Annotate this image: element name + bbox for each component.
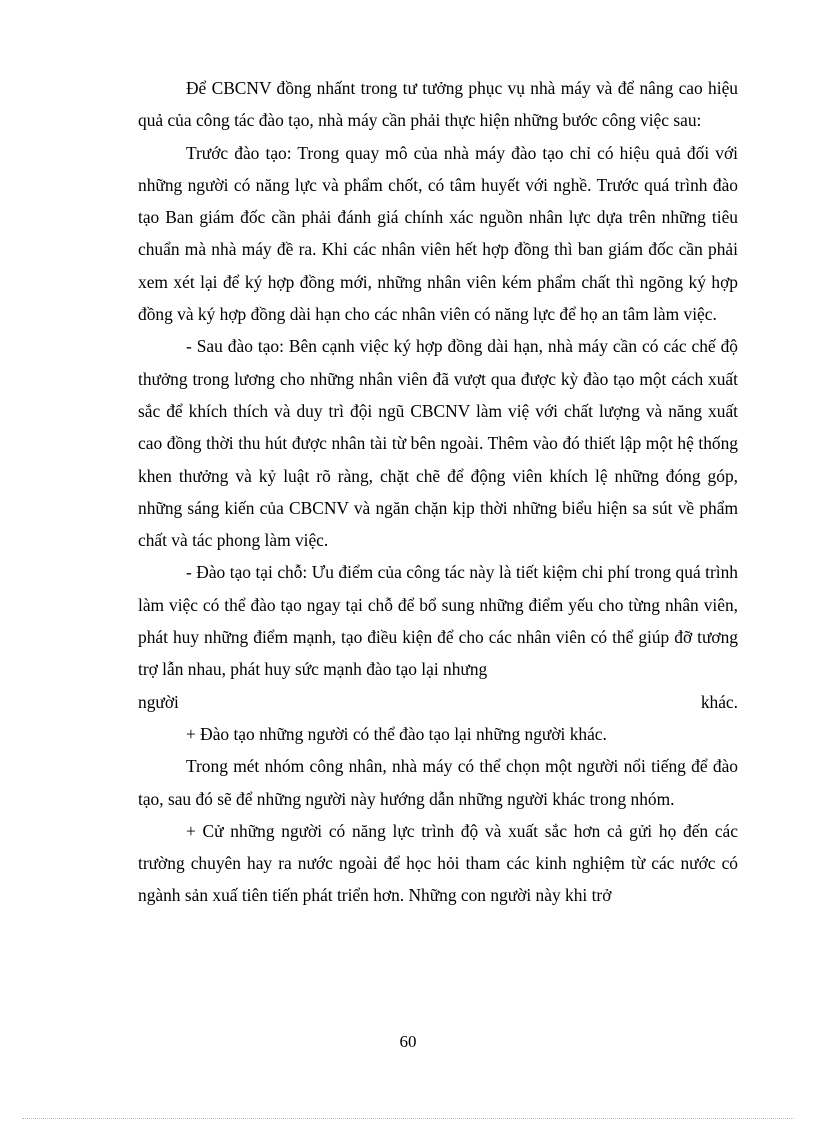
- page-bottom-divider: [22, 1118, 794, 1119]
- paragraph-before-training: Trước đào tạo: Trong quay mô của nhà máy đào tạo chỉ có hiệu quả đối với những người có năng lực và phẩm chốt, có tâm huyết với nghề. Trước quá trình đào tạo Ban giám đốc cần phải đánh giá chính xác nguồn nhân lực dựa trên những tiêu chuẩn mà nhà máy đề ra. Khi các nhân viên hết hợp đồng thì ban giám đốc cần phải xem xét lại để ký hợp đồng mới, những nhân viên kém phẩm chất thì ngõng ký hợp đồng và ký hợp đồng dài hạn cho các nhân viên có năng lực để họ an tâm làm việc.: [138, 142, 738, 325]
- paragraph-after-training: - Sau đào tạo: Bên cạnh việc ký hợp đồng dài hạn, nhà máy cần có các chế độ thưởng trong lương cho những nhân viên đã vượt qua được kỳ đào tạo một cách xuất sắc để khích thích và duy trì đội ngũ CBCNV làm việ với chất lượng và năng xuất cao đồng thời thu hút được nhân tài từ bên ngoài. Thêm vào đó thiết lập một hệ thống khen thưởng và kỷ luật rõ ràng, chặt chẽ để động viên khích lệ những đóng góp, những sáng kiến của CBCNV và ngăn chặn kịp thời những biểu hiện sa sút về phẩm chất và tác phong làm việc.: [138, 336, 738, 551]
- paragraph-train-the-trainer: + Đào tạo những người có thể đào tạo lại những người khác.: [186, 723, 607, 744]
- paragraph-send-abroad: + Cử những người có năng lực trình độ và xuất sắc hơn cả gửi họ đến các trường chuyên hay ra nước ngoài để học hỏi tham các kinh nghiệm từ các nước có ngành sản xuấ tiên tiến phát triển hơn. Những con người này khi trở: [138, 820, 738, 906]
- paragraph-intro: Để CBCNV đồng nhấnt trong tư tưởng phục vụ nhà máy và để nâng cao hiệu quả của công tác đào tạo, nhà máy cần phải thực hiện những bước công việc sau:: [138, 78, 738, 131]
- page-number: 60: [399, 1032, 417, 1051]
- paragraph-split-line: [138, 686, 738, 718]
- document-body: [138, 72, 738, 912]
- paragraph-on-site-training: - Đào tạo tại chỗ: Ưu điểm của công tác này là tiết kiệm chi phí trong quá trình làm việc có thể đào tạo ngay tại chỗ để bổ sung những điểm yếu cho từng nhân viên, phát huy những điểm mạnh, tạo điều kiện để cho các nhân viên có thể giúp đỡ tương trợ lẫn nhau, phát huy sức mạnh đào tạo lại nhưng: [138, 562, 738, 680]
- split-line-left: người: [138, 691, 179, 712]
- split-line-right: khác.: [700, 691, 738, 712]
- paragraph-worker-group: Trong mét nhóm công nhân, nhà máy có thể chọn một người nổi tiếng để đào tạo, sau đó sẽ để những người này hướng dẫn những người khác trong nhóm.: [138, 756, 738, 809]
